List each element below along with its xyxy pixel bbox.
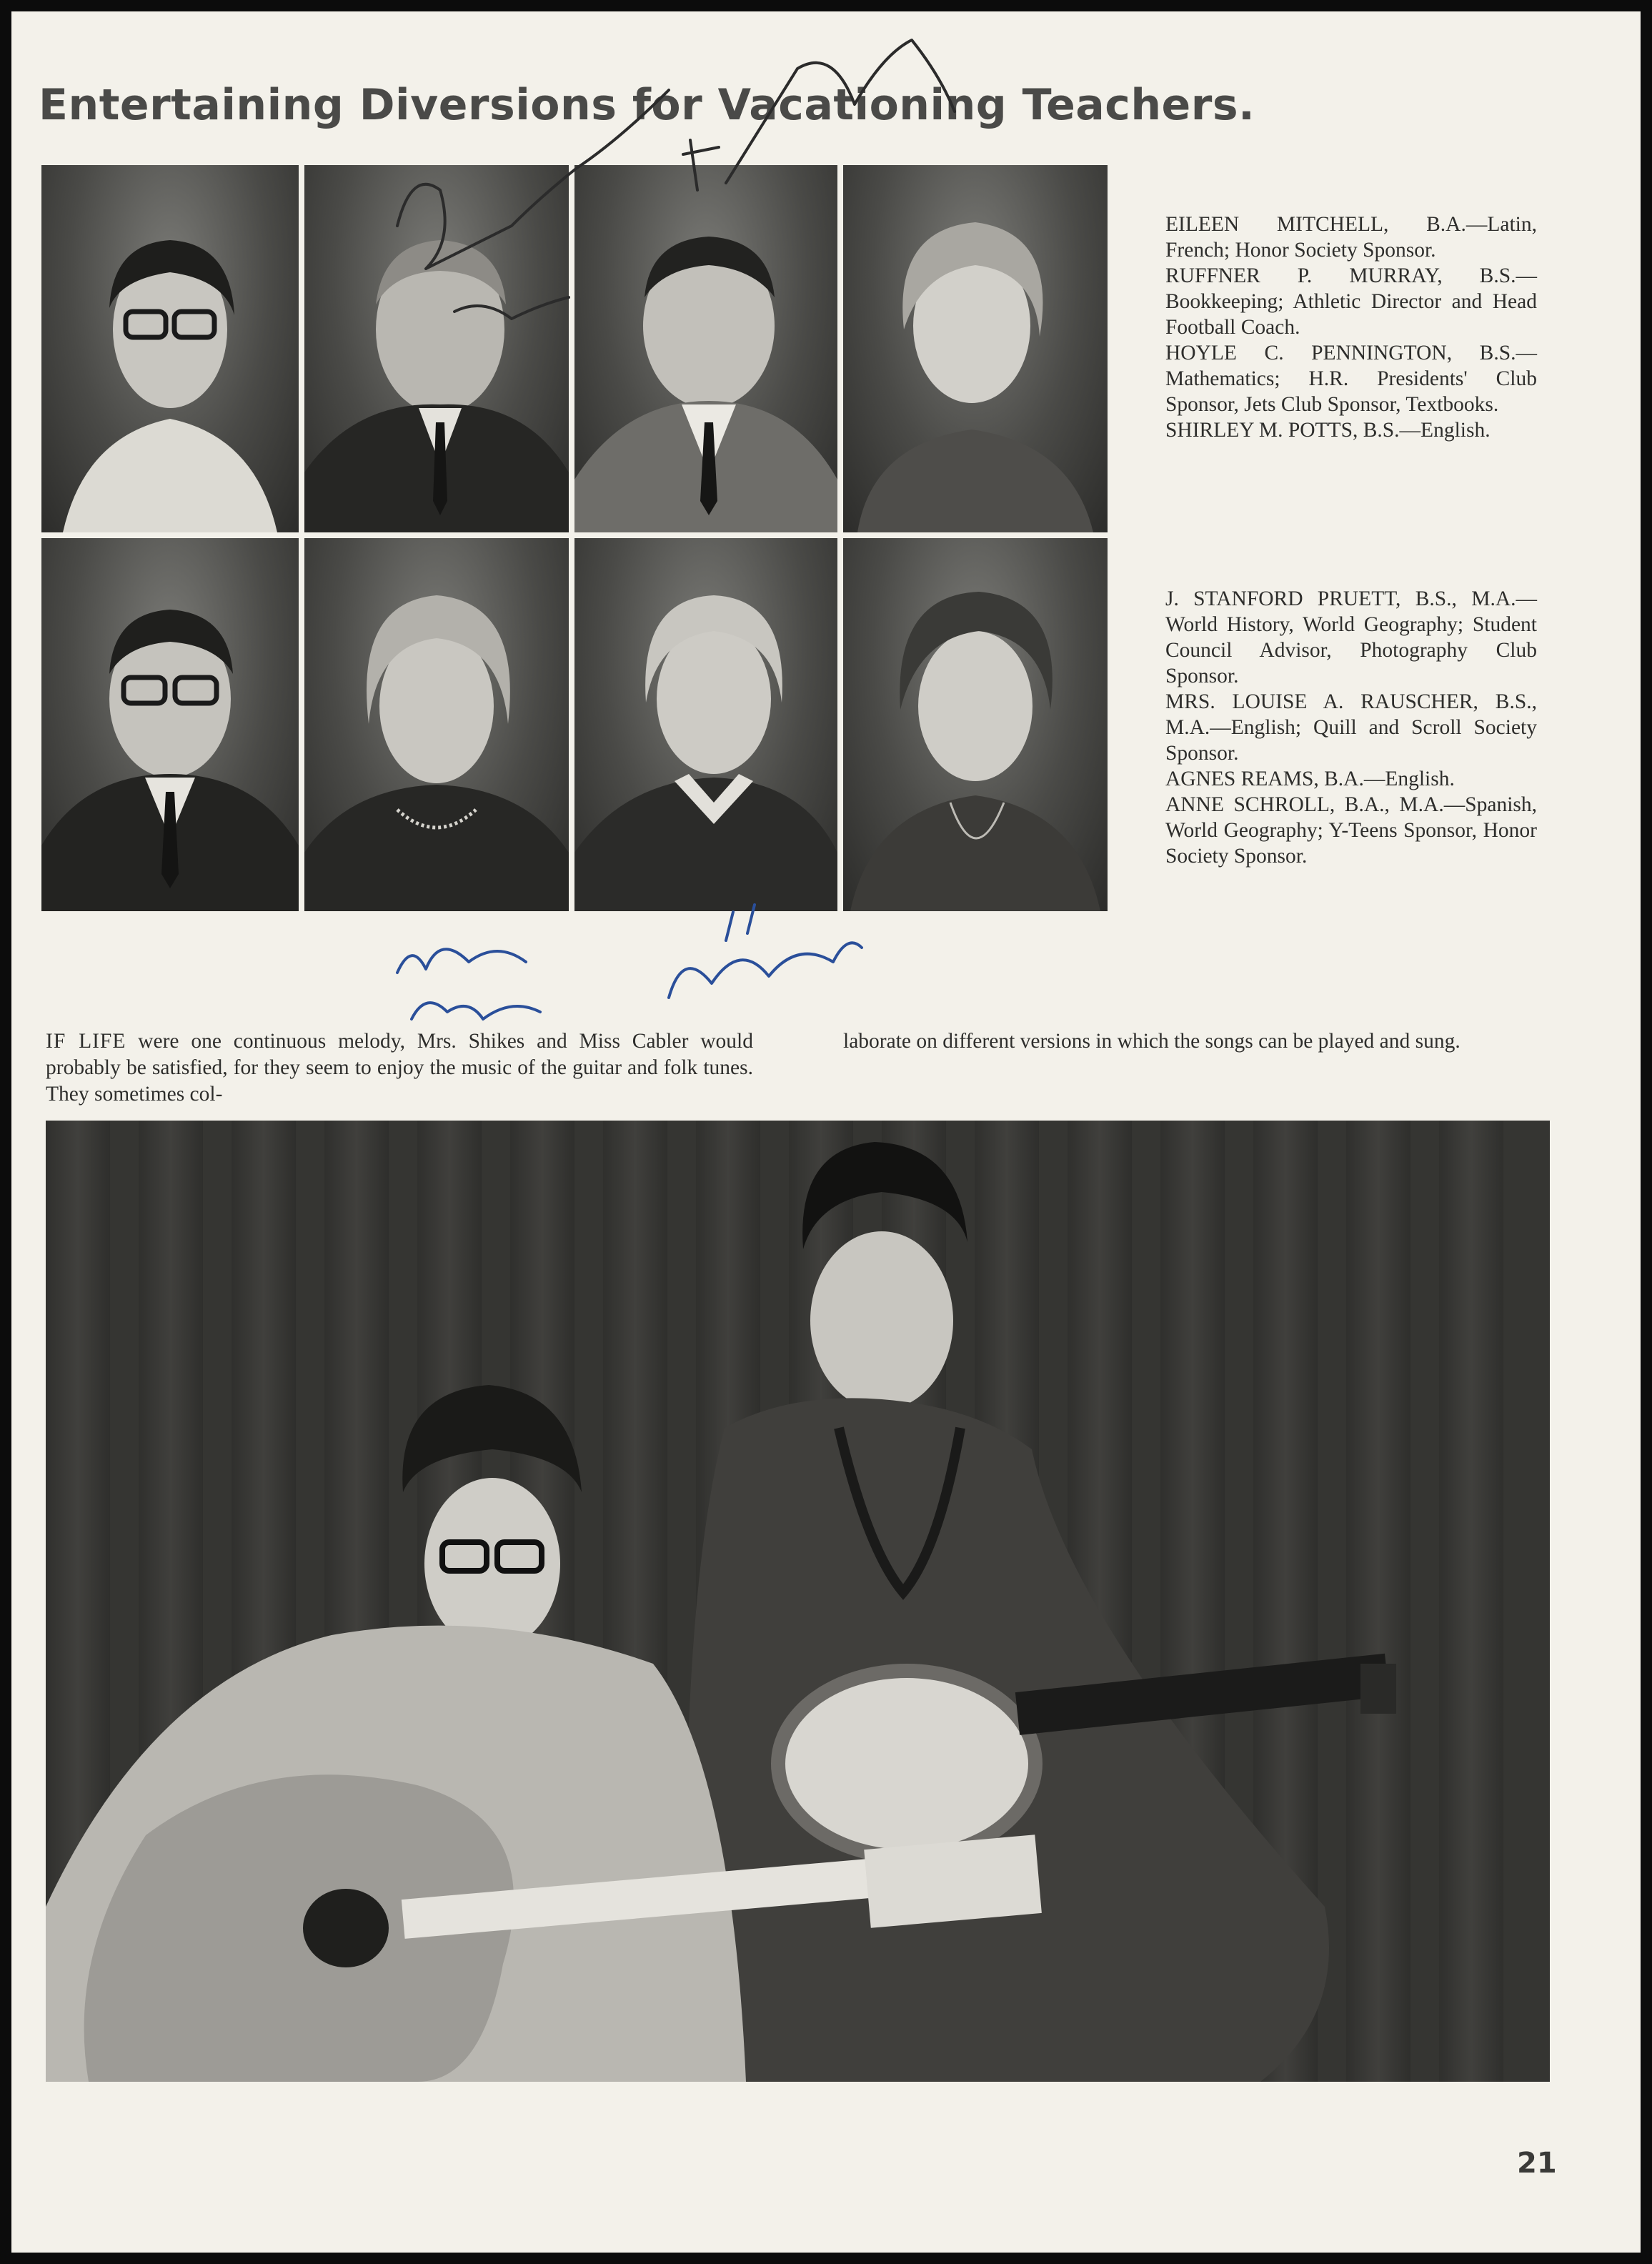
bio-stanford-pruett: J. STANFORD PRUETT, B.S., M.A.—World History, World Geography; Student Council Advisor, Photography Club Sponsor. bbox=[1165, 587, 1537, 687]
bio-shirley-potts: SHIRLEY M. POTTS, B.S.—English. bbox=[1165, 419, 1491, 442]
faculty-bios-top bbox=[1165, 212, 1537, 443]
yearbook-page bbox=[11, 11, 1641, 2253]
portrait-ruffner-murray bbox=[304, 165, 569, 532]
page-number: 21 bbox=[1517, 2147, 1557, 2180]
caption-right: laborate on different versions in which the songs can be played and sung. bbox=[843, 1030, 1461, 1053]
portrait-agnes-reams bbox=[574, 538, 837, 911]
bio-eileen-mitchell: EILEEN MITCHELL, B.A.—Latin, French; Honor Society Sponsor. bbox=[1165, 213, 1537, 262]
portrait-anne-schroll bbox=[843, 538, 1108, 911]
portrait-hoyle-pennington bbox=[574, 165, 837, 532]
portrait-stanford-pruett bbox=[41, 538, 299, 911]
faculty-bios-bottom bbox=[1165, 586, 1537, 869]
portrait-louise-rauscher bbox=[304, 538, 569, 911]
portrait-shirley-potts bbox=[843, 165, 1108, 532]
bio-ruffner-murray: RUFFNER P. MURRAY, B.S.—Bookkeeping; Athletic Director and Head Football Coach. bbox=[1165, 264, 1537, 339]
bio-agnes-reams: AGNES REAMS, B.A.—English. bbox=[1165, 768, 1455, 790]
bio-louise-rauscher: MRS. LOUISE A. RAUSCHER, B.S., M.A.—English; Quill and Scroll Society Sponsor. bbox=[1165, 690, 1537, 765]
caption-lead: IF LIFE bbox=[46, 1030, 126, 1053]
bio-anne-schroll: ANNE SCHROLL, B.A., M.A.—Spanish, World Geography; Y-Teens Sponsor, Honor Society Sponsor. bbox=[1165, 793, 1537, 868]
caption-left-text: were one continuous melody, Mrs. Shikes and Miss Cabler would probably be satisfied, for they seem to enjoy the music of the guitar and folk tunes. They sometimes col- bbox=[46, 1030, 753, 1106]
page-title: Entertaining Diversions for Vacationing Teachers. bbox=[39, 80, 1255, 130]
portrait-eileen-mitchell bbox=[41, 165, 299, 532]
caption-left bbox=[46, 1028, 753, 1108]
guitar-photo bbox=[46, 1121, 1550, 2082]
bio-hoyle-pennington: HOYLE C. PENNINGTON, B.S.—Mathematics; H.R. Presidents' Club Sponsor, Jets Club Sponsor, Textbooks. bbox=[1165, 342, 1537, 416]
